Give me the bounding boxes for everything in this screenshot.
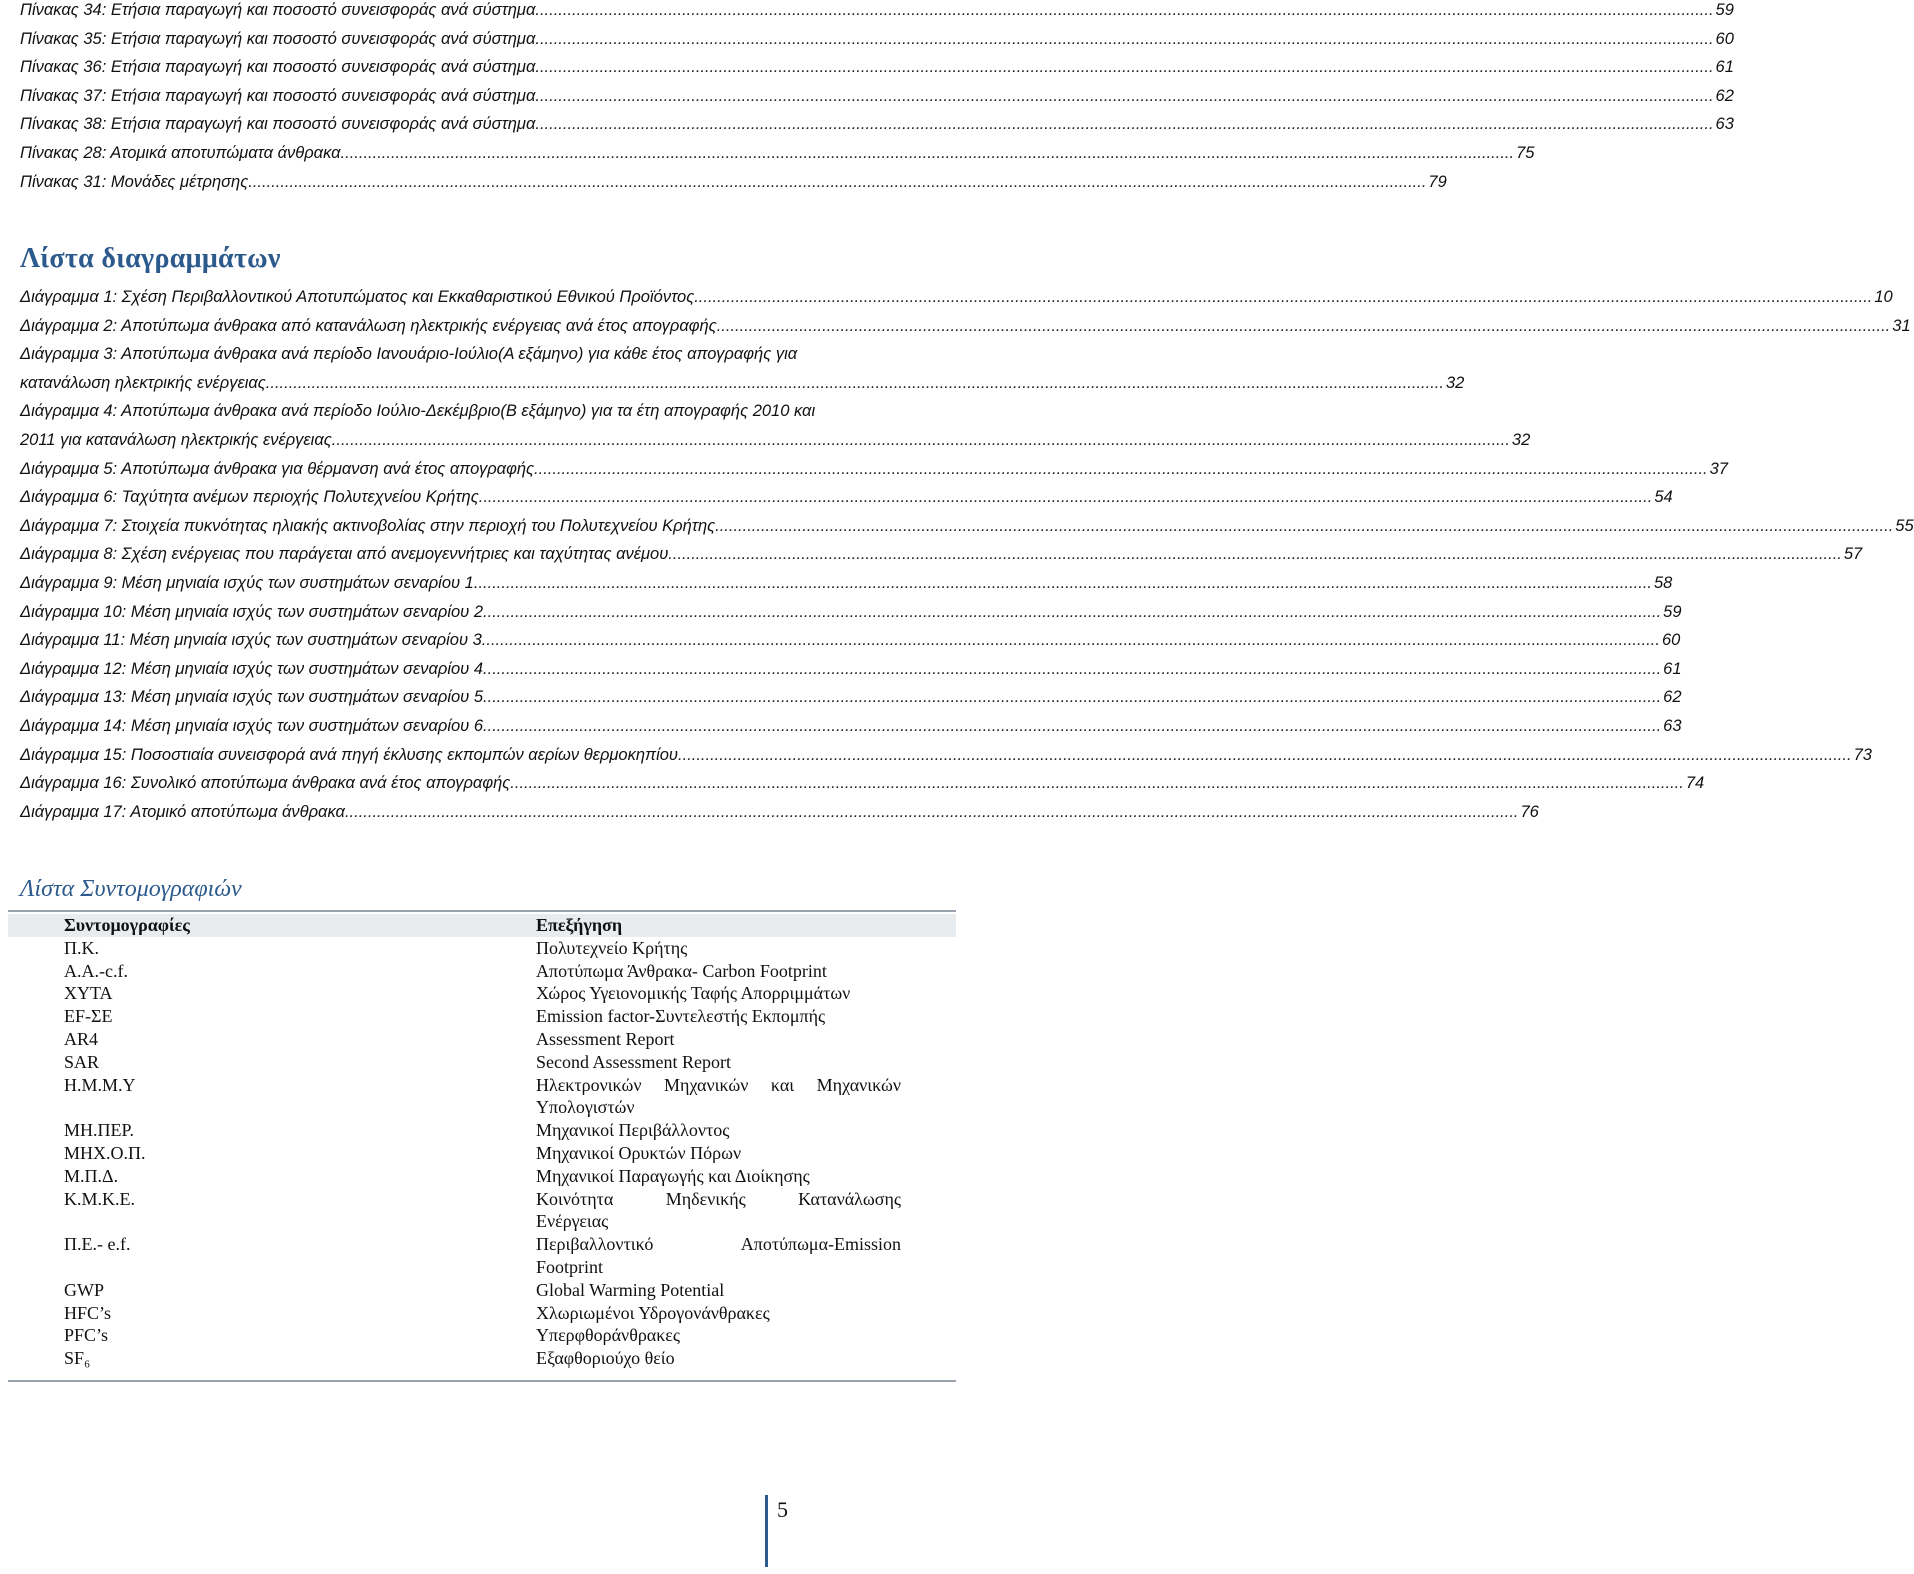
diagrams_list-entry-leader [720, 512, 1894, 541]
abbreviation-explanation-line1: Περιβαλλοντικό Αποτύπωμα-Emission [536, 1234, 901, 1255]
diagrams_list-entry[interactable] [20, 340, 1465, 397]
abbreviation-row [8, 1074, 956, 1120]
diagrams-list-title: Λίστα διαγραμμάτων [20, 243, 281, 274]
abbreviation-explanation-line1: Μηχανικοί Ορυκτών Πόρων [536, 1142, 742, 1163]
abbreviation-explanation-line1: Υπερφθοράνθρακες [536, 1325, 680, 1346]
abbreviation-term: GWP [64, 1279, 104, 1300]
diagrams_list-entry-leader [270, 369, 1444, 398]
abbreviation-term: Κ.Μ.Κ.Ε. [64, 1188, 135, 1209]
tables_list-entry-text: Πίνακας 36: Ετήσια παραγωγή και ποσοστό συνεισφοράς ανά σύστημα. [20, 58, 540, 77]
diagrams_list-entry[interactable] [20, 455, 1728, 484]
diagrams_list-entry-leader [699, 283, 1873, 312]
diagrams_list-entry-page: 55 [1895, 516, 1914, 535]
tables_list-entry[interactable] [20, 82, 1734, 111]
abbreviation-row [8, 960, 956, 983]
diagrams_list-entry[interactable] [20, 626, 1681, 655]
diagrams_list-entry-page: 32 [1445, 373, 1465, 392]
diagrams_list-entry[interactable] [20, 397, 1531, 454]
abbreviation-explanation-line1: Αποτύπωμα Άνθρακα- Carbon Footprint [536, 960, 827, 981]
tables_list-entry[interactable] [20, 139, 1535, 168]
abbreviation-explanation [536, 1188, 901, 1234]
diagrams_list-entry-text: Διάγραμμα 1: Σχέση Περιβαλλοντικού Αποτυπώματος και Εκκαθαριστικού Εθνικού Προϊόντος. [20, 288, 699, 306]
diagrams_list-entry-page: 74 [1685, 774, 1705, 793]
tables-list [20, 0, 1734, 196]
tables_list-entry-leader [540, 25, 1714, 54]
abbreviation-term: AR4 [64, 1028, 99, 1049]
diagrams_list-entry-text: Διάγραμμα 5: Αποτύπωμα άνθρακα για θέρμανση ανά έτος απογραφής [20, 459, 535, 478]
abbreviations-header-abbr: Συντομογραφίες [64, 915, 190, 935]
abbreviation-explanation-line2: Υπολογιστών [536, 1097, 635, 1118]
abbreviation-row [8, 982, 956, 1005]
diagrams_list-entry-page: 31 [1892, 316, 1911, 335]
diagrams_list-entry[interactable] [20, 283, 1893, 312]
tables_list-entry-page: 61 [1715, 58, 1734, 77]
abbreviation-explanation [536, 1233, 901, 1279]
abbreviation-explanation [536, 1142, 901, 1165]
abbreviation-row [8, 1028, 956, 1051]
diagrams_list-entry-leader [678, 741, 1852, 770]
diagrams_list-entry[interactable] [20, 569, 1673, 598]
tables_list-entry[interactable] [20, 0, 1734, 25]
diagrams_list-entry-text: Διάγραμμα 7: Στοιχεία πυκνότητας ηλιακής ακτινοβολίας στην περιοχή του Πολυτεχνείου Κρήτης. [20, 516, 720, 535]
diagrams_list-entry-page: 10 [1874, 288, 1893, 306]
diagrams_list-entry-page: 32 [1511, 430, 1531, 449]
abbreviation-row [8, 1279, 956, 1302]
abbreviation-explanation-line1: Μηχανικοί Παραγωγής και Διοίκησης [536, 1165, 810, 1186]
abbreviation-explanation [536, 1279, 901, 1302]
diagrams_list-entry[interactable] [20, 798, 1539, 827]
page-number [765, 1495, 788, 1567]
diagrams_list-entry-text: Διάγραμμα 14: Μέση μηνιαία ισχύς των συστημάτων σεναρίου 6. [20, 716, 488, 735]
abbreviations-rows [8, 937, 956, 1370]
tables_list-entry-leader [540, 82, 1714, 111]
diagrams_list-entry[interactable] [20, 683, 1682, 712]
tables_list-entry-text: Πίνακας 34: Ετήσια παραγωγή και ποσοστό συνεισφοράς ανά σύστημα. [20, 1, 540, 19]
diagrams_list-entry-page: 73 [1853, 745, 1872, 764]
diagrams_list-entry[interactable] [20, 512, 1914, 541]
diagrams_list-entry[interactable] [20, 540, 1863, 569]
abbreviation-term: ΜΗ.ΠΕΡ. [64, 1120, 135, 1141]
abbreviation-explanation [536, 1165, 901, 1188]
tables_list-entry-leader [253, 168, 1427, 197]
abbreviation-term: Μ.Π.Δ. [64, 1165, 119, 1186]
abbreviation-row [8, 1165, 956, 1188]
diagrams_list-entry-text: Διάγραμμα 2: Αποτύπωμα άνθρακα από κατανάλωση ηλεκτρικής ενέργειας ανά έτος απογραφής [20, 316, 717, 335]
abbreviation-row [8, 1188, 956, 1234]
tables_list-entry-text: Πίνακας 28: Ατομικά αποτυπώματα άνθρακα [20, 143, 341, 162]
abbreviation-row [8, 1051, 956, 1074]
diagrams_list-entry[interactable] [20, 741, 1872, 770]
diagrams_list-entry-text-line1: Διάγραμμα 3: Αποτύπωμα άνθρακα ανά περίοδο Ιανουάριο-Ιούλιο(Α εξάμηνο) για κάθε έτος απογραφής για [20, 345, 798, 364]
diagrams_list-entry-page: 57 [1843, 545, 1863, 564]
diagrams_list-entry-text: Διάγραμμα 16: Συνολικό αποτύπωμα άνθρακα ανά έτος απογραφής [20, 774, 511, 793]
abbreviation-row [8, 937, 956, 960]
abbreviation-explanation-line1: Χλωριωμένοι Υδρογονάνθρακες [536, 1302, 770, 1323]
tables_list-entry-page: 79 [1428, 172, 1447, 191]
abbreviation-row [8, 1142, 956, 1165]
tables_list-entry-text: Πίνακας 37: Ετήσια παραγωγή και ποσοστό συνεισφοράς ανά σύστημα. [20, 86, 540, 105]
diagrams_list-entry-leader [479, 483, 1653, 512]
abbreviation-term: EF-ΣΕ [64, 1006, 113, 1027]
diagrams_list-entry-text: Διάγραμμα 8: Σχέση ενέργειας που παράγεται από ανεμογεννήτριες και ταχύτητας ανέμου [20, 545, 669, 564]
tables_list-entry-leader [341, 139, 1515, 168]
abbreviation-explanation-line1: Πολυτεχνείο Κρήτης [536, 937, 688, 958]
diagrams_list-entry[interactable] [20, 769, 1705, 798]
diagrams_list-entry-leader [717, 312, 1891, 341]
abbreviation-explanation-line1: Assessment Report [536, 1028, 675, 1049]
diagrams_list-entry-text: Διάγραμμα 12: Μέση μηνιαία ισχύς των συστημάτων σεναρίου 4. [20, 659, 488, 678]
tables_list-entry-leader [540, 53, 1714, 82]
diagrams_list-entry-leader [510, 769, 1684, 798]
abbreviations-header-explanation: Επεξήγηση [536, 915, 623, 935]
abbreviation-term: SAR [64, 1051, 100, 1072]
tables_list-entry-text: Πίνακας 31: Μονάδες μέτρησης. [20, 172, 253, 191]
diagrams_list-entry-text: Διάγραμμα 15: Ποσοστιαία συνεισφορά ανά πηγή έκλυσης εκπομπών αερίων θερμοκηπίου [20, 745, 678, 764]
abbreviation-term: PFC’s [64, 1325, 109, 1346]
tables_list-entry-page: 75 [1516, 143, 1535, 162]
diagrams_list-entry-text: 2011 για κατανάλωση ηλεκτρικής ενέργειας. [20, 430, 337, 449]
tables_list-entry-page: 60 [1715, 29, 1734, 48]
abbreviation-explanation-line1: Μηχανικοί Περιβάλλοντος [536, 1120, 730, 1141]
diagrams_list-entry[interactable] [20, 712, 1682, 741]
diagrams_list-entry-text: Διάγραμμα 9: Μέση μηνιαία ισχύς των συστημάτων σεναρίου 1. [20, 573, 479, 592]
diagrams_list-entry-text-line1: Διάγραμμα 4: Αποτύπωμα άνθρακα ανά περίοδο Ιούλιο-Δεκέμβριο(Β εξάμηνο) για τα έτη απογραφής 2010 και [20, 402, 816, 421]
tables_list-entry-text: Πίνακας 38: Ετήσια παραγωγή και ποσοστό συνεισφοράς ανά σύστημα. [20, 115, 540, 134]
abbreviation-explanation [536, 1302, 901, 1325]
abbreviations-header-row [8, 914, 956, 937]
abbreviation-row [8, 1302, 956, 1325]
tables_list-entry-page: 62 [1715, 86, 1734, 105]
diagrams_list-entry-leader [478, 569, 1652, 598]
tables_list-entry-leader [540, 110, 1714, 139]
diagrams_list-entry-text: Διάγραμμα 13: Μέση μηνιαία ισχύς των συστημάτων σεναρίου 5. [20, 688, 488, 707]
diagrams_list-entry-leader [488, 655, 1662, 684]
abbreviation-explanation [536, 1347, 901, 1370]
abbreviation-explanation-line2: Ενέργειας [536, 1211, 609, 1232]
diagrams_list-entry-page: 62 [1663, 688, 1682, 707]
diagrams-list [20, 283, 1914, 826]
diagrams_list-entry-page: 76 [1520, 802, 1539, 821]
diagrams_list-entry-text: Διάγραμμα 10: Μέση μηνιαία ισχύς των συστημάτων σεναρίου 2. [20, 602, 488, 621]
abbreviation-explanation-line1: Second Assessment Report [536, 1051, 731, 1072]
abbreviation-term: ΧΥΤΑ [64, 983, 113, 1004]
tables_list-entry[interactable] [20, 110, 1734, 139]
abbreviation-term: ΜΗΧ.Ο.Π. [64, 1142, 146, 1163]
diagrams_list-entry-page: 59 [1663, 602, 1682, 621]
diagrams_list-entry-text: κατανάλωση ηλεκτρικής ενέργειας. [20, 373, 271, 392]
diagrams_list-entry[interactable] [20, 655, 1682, 684]
abbreviation-explanation [536, 1074, 901, 1120]
abbreviation-explanation-line1: Κοινότητα Μηδενικής Κατανάλωσης [536, 1188, 901, 1209]
abbreviation-explanation-line1: Χώρος Υγειονομικής Ταφής Απορριμμάτων [536, 983, 851, 1004]
tables_list-entry-leader [540, 0, 1714, 25]
abbreviation-explanation [536, 982, 901, 1005]
abbreviation-explanation [536, 1119, 901, 1142]
diagrams_list-entry-page: 58 [1654, 573, 1673, 592]
diagrams_list-entry-leader [668, 540, 1842, 569]
diagrams_list-entry-leader [486, 626, 1660, 655]
diagrams_list-entry-text: Διάγραμμα 17: Ατομικό αποτύπωμα άνθρακα [20, 802, 345, 821]
abbreviation-term: Α.Α.-c.f. [64, 960, 128, 981]
abbreviation-explanation-line1: Εξαφθοριούχο θείο [536, 1348, 675, 1369]
abbreviation-row [8, 1233, 956, 1279]
abbreviation-explanation [536, 1028, 901, 1051]
abbreviation-row [8, 1347, 956, 1370]
tables_list-entry-page: 63 [1715, 115, 1734, 134]
diagrams_list-entry-page: 54 [1654, 488, 1673, 507]
tables_list-entry[interactable] [20, 53, 1734, 82]
tables_list-entry-page: 59 [1715, 1, 1734, 19]
abbreviation-row [8, 1119, 956, 1142]
diagrams_list-entry-leader [488, 683, 1662, 712]
diagrams_list-entry-page: 63 [1663, 716, 1682, 735]
diagrams_list-entry[interactable] [20, 312, 1911, 341]
abbreviation-row [8, 1005, 956, 1028]
diagrams_list-entry-leader [345, 798, 1519, 827]
diagrams_list-entry-text: Διάγραμμα 6: Ταχύτητα ανέμων περιοχής Πολυτεχνείου Κρήτης [20, 488, 479, 507]
abbreviation-explanation-line2: Footprint [536, 1256, 604, 1277]
diagrams_list-entry-leader [488, 712, 1662, 741]
abbreviation-term: SF₆ [64, 1348, 91, 1369]
abbreviation-explanation [536, 960, 901, 983]
page-number-value: 5 [777, 1497, 788, 1522]
diagrams_list-entry-text: Διάγραμμα 11: Μέση μηνιαία ισχύς των συστημάτων σεναρίου 3. [20, 631, 487, 650]
diagrams_list-entry[interactable] [20, 598, 1682, 627]
tables_list-entry-text: Πίνακας 35: Ετήσια παραγωγή και ποσοστό συνεισφοράς ανά σύστημα. [20, 29, 540, 48]
diagrams_list-entry-page: 60 [1661, 631, 1681, 650]
abbreviation-explanation [536, 1051, 901, 1074]
tables_list-entry[interactable] [20, 168, 1447, 197]
abbreviation-explanation [536, 1324, 901, 1347]
diagrams_list-entry-leader [534, 455, 1708, 484]
abbreviation-row [8, 1324, 956, 1347]
abbreviation-explanation [536, 937, 901, 960]
abbreviation-term: Π.Κ. [64, 937, 99, 958]
abbreviation-explanation-line1: Emission factor-Συντελεστής Εκπομπής [536, 1006, 826, 1027]
abbreviation-term: Π.Ε.- e.f. [64, 1234, 131, 1255]
tables_list-entry[interactable] [20, 25, 1734, 54]
abbreviation-explanation-line1: Global Warming Potential [536, 1279, 725, 1300]
abbreviations-table [8, 910, 956, 1382]
abbreviation-explanation-line1: Ηλεκτρονικών Μηχανικών και Μηχανικών [536, 1074, 901, 1095]
abbreviation-explanation [536, 1005, 901, 1028]
abbreviation-term: HFC’s [64, 1302, 112, 1323]
diagrams_list-entry-page: 61 [1663, 659, 1682, 678]
diagrams_list-entry-page: 37 [1709, 459, 1728, 478]
diagrams_list-entry-leader [336, 426, 1510, 455]
diagrams_list-entry-leader [488, 598, 1662, 627]
diagrams_list-entry[interactable] [20, 483, 1673, 512]
abbreviations-title: Λίστα Συντομογραφιών [20, 876, 242, 902]
abbreviation-term: Η.Μ.Μ.Υ [64, 1074, 136, 1095]
